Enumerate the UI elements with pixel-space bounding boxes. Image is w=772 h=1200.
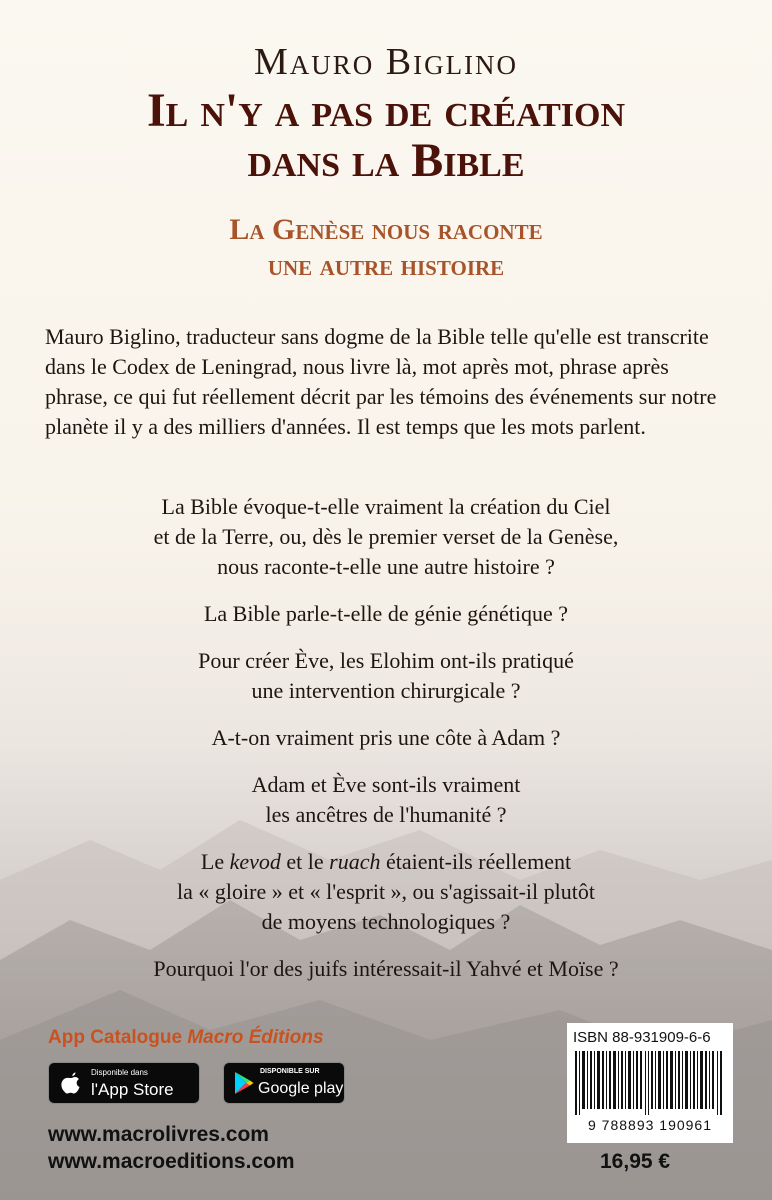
question-line: nous raconte-t-elle une autre histoire ? bbox=[217, 554, 555, 579]
play-icon bbox=[234, 1071, 254, 1095]
question-text: et le bbox=[280, 849, 330, 874]
question-line: Pour créer Ève, les Elohim ont-ils pratiqué bbox=[198, 648, 574, 673]
book-subtitle-line: une autre histoire bbox=[267, 249, 505, 282]
book-title-line: Il n'y a pas de création bbox=[146, 84, 626, 137]
question-line: la « gloire » et « l'esprit », ou s'agissait-il plutôt bbox=[177, 879, 595, 904]
question-line: La Bible évoque-t-elle vraiment la création du Ciel bbox=[161, 494, 611, 519]
question bbox=[40, 492, 732, 582]
app-store-big-text: l'App Store bbox=[91, 1080, 174, 1099]
website-link[interactable]: www.macrolivres.com bbox=[48, 1123, 269, 1146]
question-list bbox=[40, 492, 732, 1001]
question-text: Le bbox=[200, 849, 230, 874]
question-line: une intervention chirurgicale ? bbox=[251, 678, 521, 703]
google-play-small-text: DISPONIBLE SUR bbox=[260, 1068, 320, 1075]
question bbox=[40, 847, 732, 937]
question bbox=[40, 770, 732, 830]
book-title bbox=[0, 86, 772, 186]
google-play-big-text: Google play bbox=[258, 1080, 344, 1097]
app-catalogue-brand: Macro Éditions bbox=[187, 1027, 324, 1048]
question bbox=[40, 646, 732, 706]
price-label: 16,95 € bbox=[600, 1150, 671, 1173]
kevod-term: kevod bbox=[229, 849, 281, 874]
isbn-number: ISBN 88-931909-6-6 bbox=[573, 1029, 711, 1046]
app-store-small-text: Disponible dans bbox=[91, 1068, 148, 1077]
question-line: et de la Terre, ou, dès le premier verset de la Genèse, bbox=[153, 524, 619, 549]
book-title-line: dans la Bible bbox=[247, 134, 525, 187]
question-line: Pourquoi l'or des juifs intéressait-il Yahvé et Moïse ? bbox=[153, 956, 619, 981]
google-play-badge[interactable] bbox=[223, 1062, 345, 1104]
intro-paragraph: Mauro Biglino, traducteur sans dogme de la Bible telle qu'elle est transcrite dans le Codex de Leningrad, nous livre là, mot après mot, phrase après phrase, ce qui fut réellement décrit par les témoins des événements sur notre planète il y a des milliers d'années. Il est temps que les mots parlent. bbox=[45, 324, 717, 439]
book-subtitle-line: La Genèse nous raconte bbox=[229, 213, 543, 246]
barcode-digits: 9 788893 190961 bbox=[588, 1117, 712, 1133]
question bbox=[40, 723, 732, 753]
question-line: les ancêtres de l'humanité ? bbox=[265, 802, 507, 827]
question-line: de moyens technologiques ? bbox=[261, 909, 511, 934]
question-line: Adam et Ève sont-ils vraiment bbox=[251, 772, 521, 797]
app-catalogue-label bbox=[48, 1027, 324, 1049]
question-line: La Bible parle-t-elle de génie génétique ? bbox=[203, 601, 569, 626]
barcode-icon bbox=[573, 1051, 727, 1115]
website-link[interactable]: www.macroeditions.com bbox=[48, 1150, 295, 1173]
author-name: Mauro Biglino bbox=[253, 41, 519, 83]
ruach-term: ruach bbox=[329, 849, 381, 874]
question-line: A-t-on vraiment pris une côte à Adam ? bbox=[211, 725, 561, 750]
question-text: étaient-ils réellement bbox=[380, 849, 572, 874]
book-subtitle bbox=[0, 212, 772, 284]
question bbox=[40, 954, 732, 984]
app-store-badge[interactable] bbox=[48, 1062, 200, 1104]
apple-icon bbox=[59, 1071, 83, 1097]
question-line bbox=[40, 847, 732, 877]
barcode-box bbox=[567, 1023, 733, 1143]
question bbox=[40, 599, 732, 629]
app-catalogue-text: App Catalogue bbox=[48, 1027, 188, 1048]
